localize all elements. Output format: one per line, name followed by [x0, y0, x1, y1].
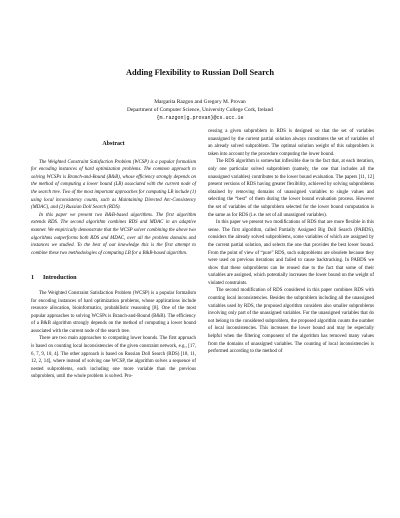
- right-column: [208, 128, 374, 356]
- abstract-paragraph-1: The Weighted Constraint Satisfaction Problem (WCSP) is a popular formalism for encoding instances of hard optimization problems. The common approach to solving WCSPs is Branch-and-Bound (B&B), whose efficiency strongly depends on the method of computing a lower bound (LB) associated with the current node of the search tree. Two of the most important approaches for computing LB include (1) using local inconsistency counts, such as Maintaining Directed Arc-Consistency (MDAC), and (2) Russian Doll Search (RDS).: [31, 159, 196, 211]
- left-column: [31, 128, 196, 381]
- paper-title: Adding Flexibility to Russian Doll Search: [125, 68, 275, 77]
- paper-affiliation: Department of Computer Science, University College Cork, Ireland: [127, 107, 273, 113]
- paper-authors: Margarita Razgon and Gregory M. Provan: [154, 99, 246, 105]
- section-title: Introduction: [43, 274, 77, 282]
- section-heading-introduction: [31, 274, 196, 282]
- abstract: [31, 141, 196, 257]
- body-paragraph-3: In this paper we present two modifications of RDS that are more flexible in this sense. The first algorithm, called Partially Assigned Big Doll Search (PABDS), considers the already solved subproblems, some variables of which are assigned by the current partial solution, and selects the one that provides the best lower bound. From the point of view of “pure” RDS, such subproblems are obsolete because they were used on previous iterations and failed to cause backtracking. In PABDS we show that these subproblems can be reused due to the fact that some of their variables are assigned, which potentially increases the lower bound on the weight of violated constraints.: [208, 220, 374, 286]
- intro-paragraph-2: There are two main approaches to computing lower bounds. The first approach is based on counting local inconsistencies of the given constraint network, e.g., [17, 6, 7, 9, 10, 4]. The other approach is based on Russian Doll Search (RDS) [18, 11, 12, 2, 14], where instead of solving one WCSP, the algorithm solves a sequence of nested subproblems, each including one more variable than the previous subproblem, until the whole problem is solved. Pro-: [31, 336, 196, 380]
- abstract-paragraph-2: In this paper we present two B&B-based algorithms. The first algorithm extends RDS. The second algorithm combines RDS and MDAC in an adaptive manner. We empirically demonstrate that the WCSP solver combining the above two algorithms outperforms both RDS and MDAC, over all the problem domains and instances we studied. To the best of our knowledge this is the first attempt to combine these two methodologies of computing LB for a B&B-based algorithm.: [31, 212, 196, 256]
- section-number: 1: [31, 274, 35, 282]
- paper-email: {m.razgon|g.provan}@cs.ucc.ie: [156, 115, 244, 121]
- body-paragraph-4: The second modification of RDS considered in this paper combines RDS with counting local inconsistencies. Besides the subproblem including all the unassigned variables used by RDS, the proposed algorithm considers also smaller subproblems involving only part of the unassigned variables. For the unassigned variables that do not belong to the considered subproblem, the proposed algorithm counts the number of local inconsistencies. This increases the lower bound and may be especially helpful when the filtering component of the algorithm has removed many values from the domains of unassigned variables. The counting of local inconsistencies is performed according to the method of: [208, 288, 374, 355]
- abstract-heading: Abstract: [102, 141, 125, 147]
- body-paragraph-1: cessing a given subproblem in RDS is designed so that the set of variables unassigned by the current partial solution always constitutes the set of variables of an already solved subproblem. The optimal solution weight of this subproblem is taken into account by the procedure computing the lower bound.: [208, 129, 374, 157]
- intro-paragraph-1: The Weighted Constraint Satisfaction Problem (WCSP) is a popular formalism for encoding instances of hard optimization problems, whose applications include resource allocation, bioinformatics, probabilistic reasoning [8]. One of the most popular approaches to solving WCSPs is Branch-and-Bound (B&B). The efficiency of a B&B algorithm strongly depends on the method of computing a lower bound associated with the current node of the search tree.: [31, 290, 196, 334]
- body-paragraph-2: The RDS algorithm is somewhat inflexible due to the fact that, at each iteration, only one particular solved subproblem (namely, the one that includes all the unassigned variables) contributes to the lower bound evaluation. The papers [11, 12] present versions of RDS having greater flexibility, achieved by solving subproblems obtained by removing domains of unassigned variables to single values and selecting the “best” of them during the lower bound evaluation process. However the set of variables of the subproblem selected for the lower bound computation is the same as for RDS (i.e. the set of all unassigned variables).: [208, 159, 374, 218]
